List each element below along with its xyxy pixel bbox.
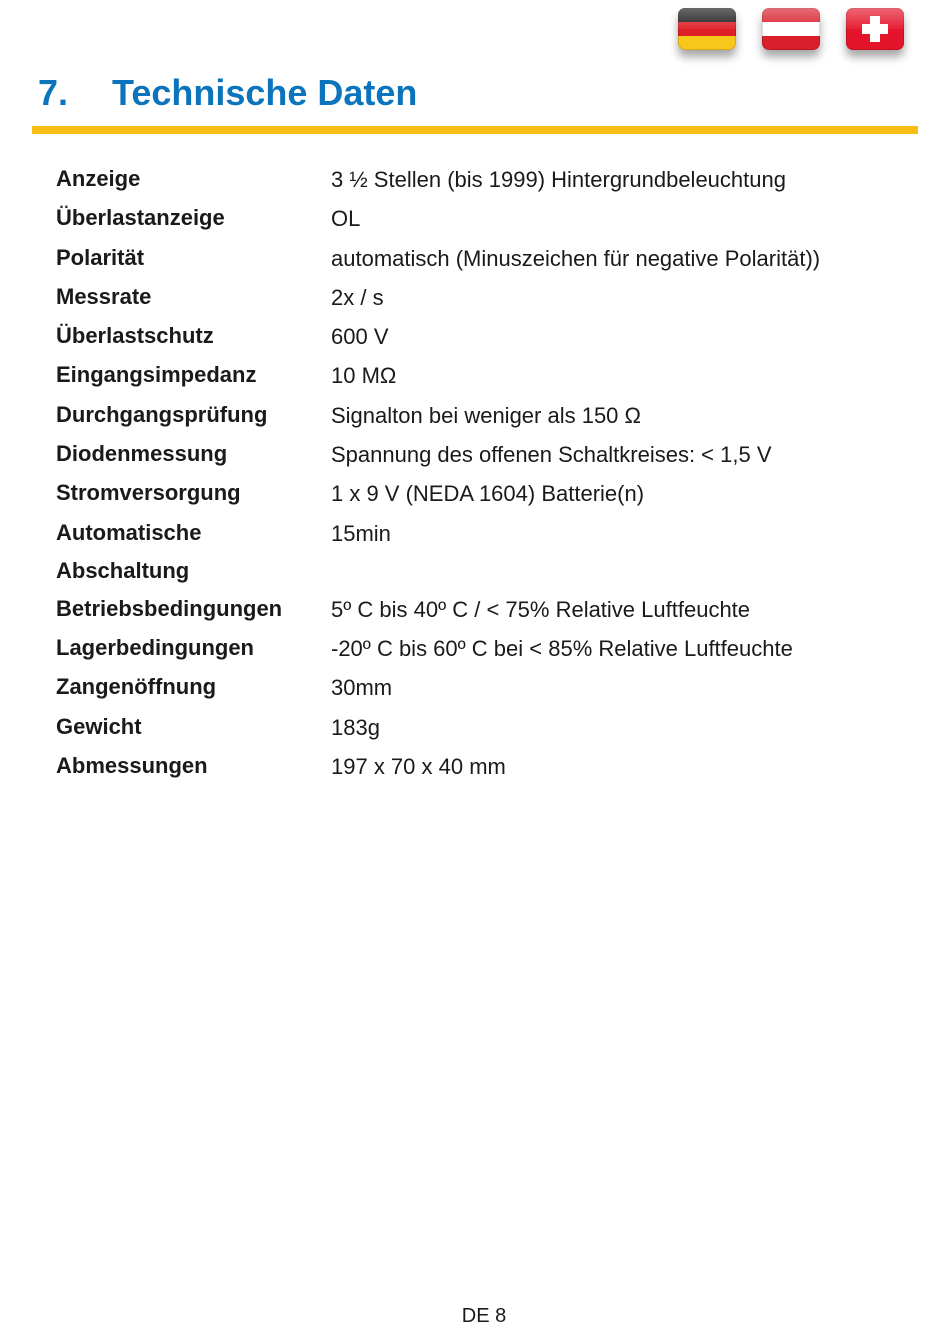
spec-row — [56, 629, 916, 668]
spec-value: -20º C bis 60º C bei < 85% Relative Luftfeuchte — [331, 635, 793, 661]
spec-table — [56, 160, 916, 786]
spec-label: Betriebsbedingungen — [56, 595, 283, 621]
spec-value: 197 x 70 x 40 mm — [331, 753, 506, 779]
spec-value: 600 V — [331, 324, 389, 350]
spec-value: 30mm — [331, 675, 393, 701]
spec-row — [56, 708, 916, 747]
austria-flag-icon — [762, 8, 820, 50]
spec-label: Überlastschutz — [56, 323, 214, 349]
page-number: DE 8 — [461, 1305, 507, 1327]
spec-label: Gewicht — [56, 713, 142, 739]
spec-row — [56, 747, 916, 786]
spec-row — [56, 356, 916, 395]
spec-row — [56, 474, 916, 513]
spec-value: automatisch (Minuszeichen für negative Polarität)) — [331, 245, 821, 271]
spec-row — [56, 239, 916, 278]
spec-label: Anzeige — [56, 166, 141, 191]
spec-value: 183g — [331, 714, 380, 740]
germany-flag-icon — [678, 8, 736, 50]
spec-row — [56, 199, 916, 238]
spec-value: 15min — [331, 520, 391, 546]
language-flags — [678, 8, 904, 50]
spec-label: Eingangsimpedanz — [56, 362, 257, 388]
spec-row — [56, 514, 916, 590]
spec-row — [56, 396, 916, 435]
spec-value: Spannung des offenen Schaltkreises: < 1,5 V — [331, 442, 772, 468]
spec-value: 1 x 9 V (NEDA 1604) Batterie(n) — [331, 481, 645, 507]
spec-value: OL — [331, 206, 361, 232]
spec-row — [56, 278, 916, 317]
spec-value: 3 ½ Stellen (bis 1999) Hintergrundbeleuchtung — [331, 167, 786, 192]
spec-label: Zangenöffnung — [56, 674, 217, 700]
section-title: Technische Daten — [112, 72, 418, 113]
spec-row — [56, 668, 916, 707]
spec-row — [56, 317, 916, 356]
spec-row — [56, 435, 916, 474]
spec-value: 5º C bis 40º C / < 75% Relative Luftfeuchte — [331, 596, 751, 622]
spec-label: Messrate — [56, 283, 152, 309]
spec-value: 2x / s — [331, 284, 384, 310]
spec-row — [56, 160, 916, 199]
section-number: 7. — [38, 72, 69, 113]
spec-label: Automatische Abschaltung — [56, 519, 202, 583]
spec-label: Durchgangsprüfung — [56, 401, 268, 427]
spec-label: Polarität — [56, 244, 145, 270]
spec-label: Diodenmessung — [56, 441, 228, 467]
switzerland-flag-icon — [846, 8, 904, 50]
spec-label: Stromversorgung — [56, 480, 241, 506]
heading-divider — [32, 126, 918, 134]
spec-value: Signalton bei weniger als 150 Ω — [331, 402, 641, 428]
spec-label: Lagerbedingungen — [56, 634, 254, 660]
spec-row — [56, 590, 916, 629]
spec-value: 10 MΩ — [331, 363, 397, 389]
spec-label: Abmessungen — [56, 752, 208, 778]
spec-label: Überlastanzeige — [56, 205, 225, 231]
section-heading — [38, 72, 417, 114]
